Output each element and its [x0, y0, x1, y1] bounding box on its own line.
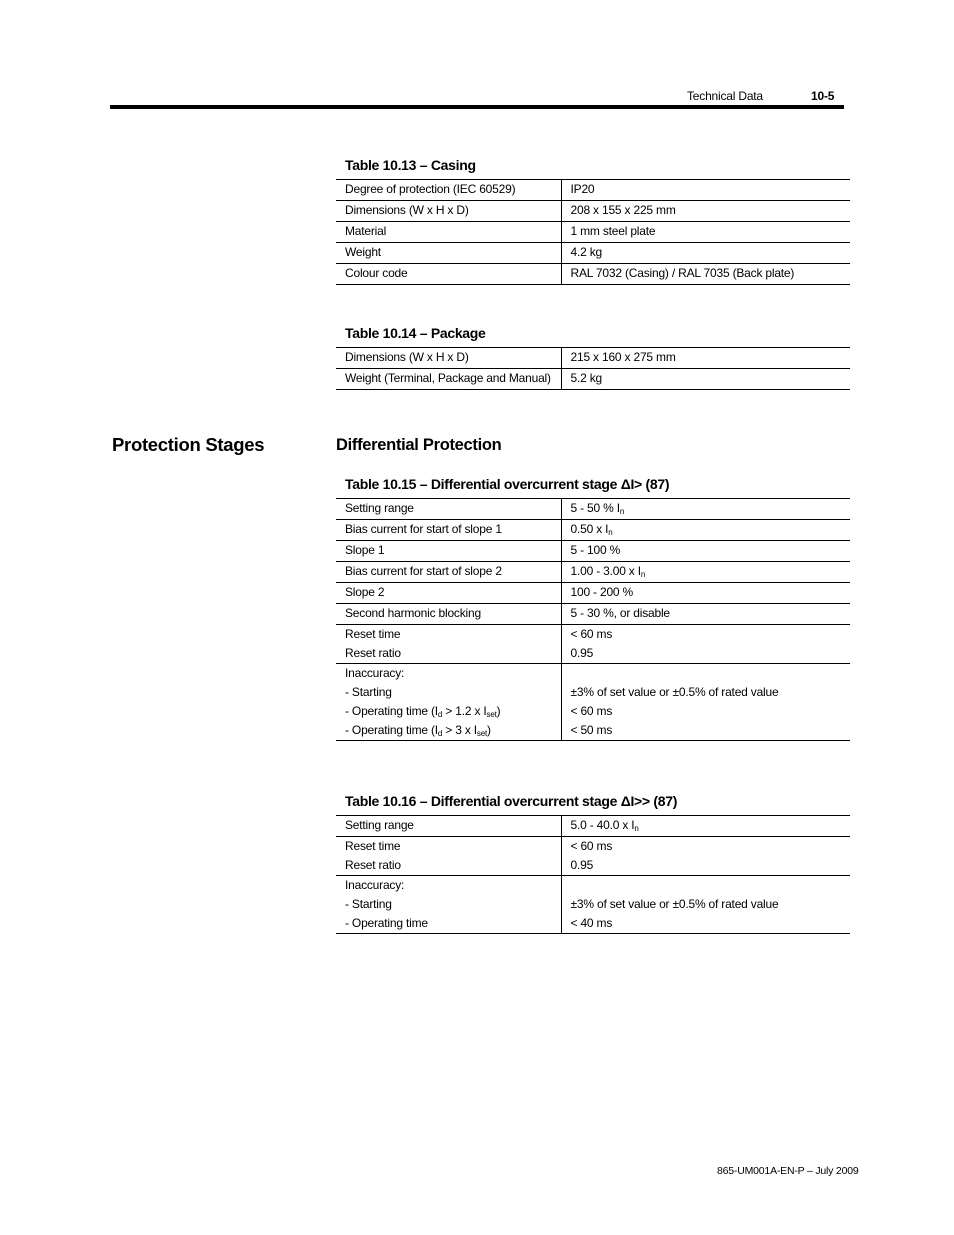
row-label: Slope 2 — [336, 583, 561, 604]
package-table — [336, 347, 850, 390]
row-label: Degree of protection (IEC 60529) — [336, 180, 561, 201]
row-value: 1.00 - 3.00 x $I_n$ — [570, 564, 646, 579]
row-label: Reset time Reset ratio — [336, 625, 561, 664]
row-label: Bias current for start of slope 2 — [336, 562, 561, 583]
row-value: 5 - 50 % $I_n$ — [570, 501, 625, 516]
row-label: Colour code — [336, 264, 561, 285]
row-value: 5 - 100 % — [570, 543, 621, 557]
table-caption: Table 10.15 – Differential overcurrent stage ΔI> (87) — [345, 476, 670, 492]
row-value: 0.50 x $I_n$ — [570, 522, 613, 537]
table-row — [336, 583, 850, 604]
row-label: Inaccuracy: - Starting - Operating time ($I_d > 1.2$ x $I_{set}$) - Operating time ($I_d > 3$ x $I_{set}$) — [336, 664, 561, 741]
page-footer: 865-UM001A-EN-P – July 2009 — [717, 1165, 859, 1177]
table-caption: Table 10.13 – Casing — [345, 157, 476, 173]
row-value: 208 x 155 x 225 mm — [570, 203, 676, 217]
row-label: Bias current for start of slope 1 — [336, 520, 561, 541]
table-row — [336, 180, 850, 201]
row-value: ±3% of set value or ±0.5% of rated value < 60 ms < 50 ms — [570, 685, 779, 737]
table-row — [336, 222, 850, 243]
row-value: RAL 7032 (Casing) / RAL 7035 (Back plate) — [570, 266, 795, 280]
row-value: 4.2 kg — [570, 245, 602, 259]
differential-stage-1-table — [336, 498, 850, 741]
row-label: Weight (Terminal, Package and Manual) — [336, 369, 561, 390]
table-row — [336, 348, 850, 369]
row-value: 5.2 kg — [570, 371, 602, 385]
table-row — [336, 837, 850, 876]
table-row — [336, 625, 850, 664]
table-row — [336, 520, 850, 541]
casing-table — [336, 179, 850, 285]
row-label: Slope 1 — [336, 541, 561, 562]
row-value: 5.0 - 40.0 x $I_n$ — [570, 818, 639, 833]
row-label: Material — [336, 222, 561, 243]
differential-stage-2-table — [336, 815, 850, 934]
table-row — [336, 816, 850, 837]
row-label: Inaccuracy: - Starting - Operating time — [336, 876, 561, 934]
subsection-heading: Differential Protection — [336, 436, 502, 454]
row-value: ±3% of set value or ±0.5% of rated value < 40 ms — [570, 897, 779, 930]
row-value: 215 x 160 x 275 mm — [570, 350, 676, 364]
table-row — [336, 604, 850, 625]
table-row — [336, 664, 850, 741]
running-header-title: Technical Data — [687, 89, 763, 103]
table-row — [336, 243, 850, 264]
row-value: 100 - 200 % — [570, 585, 634, 599]
table-row — [336, 369, 850, 390]
row-value: IP20 — [570, 182, 595, 196]
table-caption: Table 10.14 – Package — [345, 325, 486, 341]
table-row — [336, 201, 850, 222]
table-row — [336, 499, 850, 520]
table-row — [336, 541, 850, 562]
row-label: Reset time Reset ratio — [336, 837, 561, 876]
table-row — [336, 264, 850, 285]
row-label: Weight — [336, 243, 561, 264]
page-number: 10-5 — [811, 89, 835, 103]
row-label: Dimensions (W x H x D) — [336, 201, 561, 222]
row-label: Dimensions (W x H x D) — [336, 348, 561, 369]
row-value: < 60 ms 0.95 — [570, 839, 613, 872]
table-row — [336, 562, 850, 583]
row-value: 5 - 30 %, or disable — [570, 606, 670, 620]
table-caption: Table 10.16 – Differential overcurrent stage ΔI>> (87) — [345, 793, 678, 809]
section-heading: Protection Stages — [112, 434, 265, 455]
row-value: 1 mm steel plate — [570, 224, 656, 238]
row-label: Setting range — [336, 816, 561, 837]
table-row — [336, 876, 850, 934]
header-rule — [110, 105, 844, 109]
row-label: Setting range — [336, 499, 561, 520]
row-value: < 60 ms 0.95 — [570, 627, 613, 660]
row-label: Second harmonic blocking — [336, 604, 561, 625]
